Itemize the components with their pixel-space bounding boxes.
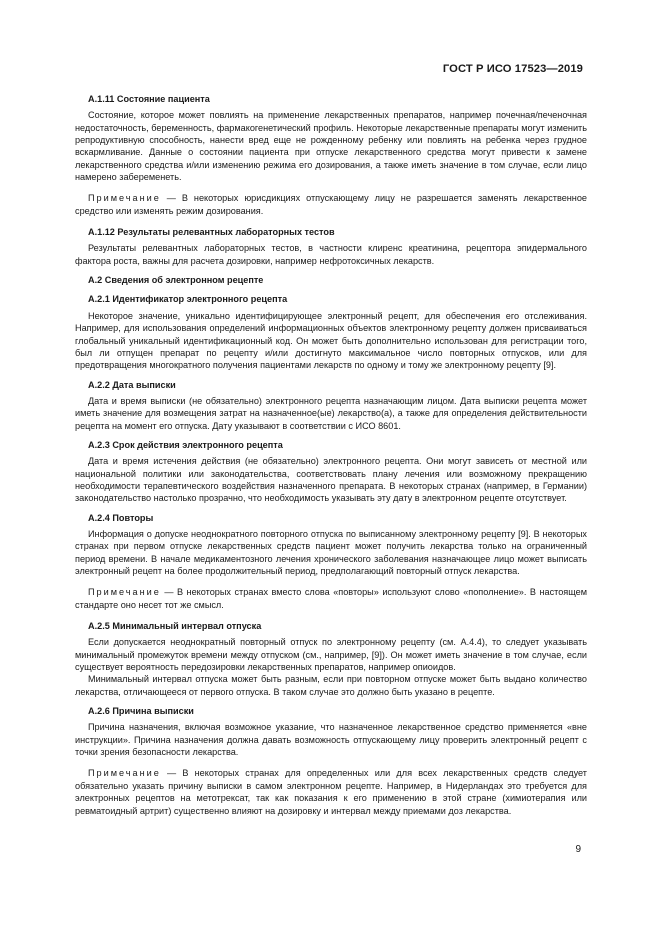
- paragraph: Минимальный интервал отпуска может быть разным, если при повторном отпуске может быть выдано количество лекарства, отличающееся от первого отпуска. В таком случае это должно быть указано в рецепте.: [75, 674, 587, 697]
- note-paragraph: [75, 586, 587, 611]
- note-label: Примечание: [88, 193, 161, 204]
- section-heading-a2: A.2 Сведения об электронном рецепте: [88, 275, 264, 286]
- paragraph: Причина назначения, включая возможное указание, что назначенное лекарственное средство применяется «вне инструкции». Причина назначения должна давать возможность отпускающему лицу проверить электронный рецепт с точки зрения безопасности лекарства.: [75, 722, 587, 758]
- section-heading-a1-11: A.1.11 Состояние пациента: [88, 94, 210, 104]
- page-number: 9: [575, 844, 581, 855]
- section-heading-a2-2: A.2.2 Дата выписки: [88, 379, 176, 390]
- paragraph: Состояние, которое может повлиять на применение лекарственных препаратов, например почечная/печеночная недостаточность, беременность, фармакогенетический профиль. Некоторые лекарственные препараты могут изменить репродуктивную способность, нанести вред еще не рожденному ребенку или повлиять на ребенка через грудное вскармливание. Данные о состоянии пациента при отпуске лекарственного средства могут привести к замене лекарственного средства и/или изменению режима его дозирования, а также иметь значение в том случае, если лицо намерено забеременеть.: [75, 110, 587, 183]
- section-heading-a2-6: A.2.6 Причина выписки: [88, 706, 194, 717]
- note-text: — В некоторых странах для определенных или для всех лекарственных средств следует обязательно указать причину выписки в самом электронном рецепте. Например, в Нидерландах это требуется для электронных рецептов на метотрексат, так как показания к его применению в этой стране (химиотерапия или ревматоидный артрит) существенно влияют на дозировку и интервал между приемами доз лекарства.: [75, 768, 587, 816]
- paragraph: Дата и время истечения действия (не обязательно) электронного рецепта. Они могут зависеть от местной или национальной политики или законодательства, соответствовать плану лечения или возможному прекращению необходимости терапевтического воздействия назначенного препарата. В некоторых странах (например, в Германии) законодательство настолько прозрачно, что необходимость указывать эту дату в электронном рецепте отсутствует.: [75, 456, 587, 504]
- note-text: — В некоторых странах вместо слова «повторы» используют слово «пополнение». В настоящем стандарте оно несет тот же смысл.: [75, 587, 587, 610]
- note-label: Примечание: [88, 587, 161, 598]
- note-label: Примечание: [88, 768, 161, 779]
- paragraph: Некоторое значение, уникально идентифицирующее электронный рецепт, для обеспечения его отслеживания. Например, для использования определений информационных объектов электронному рецепту должен присваиваться глобальный уникальный идентификационный код. Он может быть дополнительно использован для регистрации того, был ли отпущен препарат по рецепту и/или достигнуто максимальное число повторных отпусков, или для предотвращения многократного получения пациентами лекарств по одному и тому же электронному рецепту [9].: [75, 310, 587, 371]
- document-body: [75, 93, 587, 817]
- paragraph: Результаты релевантных лабораторных тестов, в частности клиренс креатинина, рецептора эпидермального фактора роста, важны для расчета дозировки, например нефротоксичных лекарств.: [75, 243, 587, 266]
- paragraph: Информация о допуске неоднократного повторного отпуска по выписанному электронному рецепту [9]. В некоторых странах при первом отпуске лекарственных средств пациент может получить лекарства только на ограниченный период времени. В начале медикаментозного лечения хронического заболевания назначающее лицо может выписать электронный рецепт на более продолжительный период, предполагающий повторный отпуск лекарства.: [75, 528, 587, 576]
- note-paragraph: [75, 767, 587, 816]
- paragraph: Если допускается неоднократный повторный отпуск по электронному рецепту (см. A.4.4), то следует указывать минимальный промежуток времени между отпуском (см., например, [9]). Он может иметь значение в том случае, если существует вероятность передозировки лекарственных препаратов, например опиоидов.: [75, 637, 587, 673]
- standard-designation: ГОСТ Р ИСО 17523—2019: [442, 63, 583, 75]
- note-paragraph: [75, 192, 587, 217]
- section-heading-a2-4: A.2.4 Повторы: [88, 512, 154, 523]
- section-heading-a2-3: A.2.3 Срок действия электронного рецепта: [88, 439, 283, 450]
- section-heading-a2-5: A.2.5 Минимальный интервал отпуска: [88, 621, 262, 632]
- section-heading-a2-1: A.2.1 Идентификатор электронного рецепта: [88, 294, 288, 305]
- note-text: — В некоторых юрисдикциях отпускающему лицу не разрешается заменять лекарственное средство или изменять режим дозирования.: [75, 193, 587, 216]
- paragraph: Дата и время выписки (не обязательно) электронного рецепта назначающим лицом. Дата выписки рецепта может иметь значение для возмещения затрат на назначенное(ые) лекарство(а), а также для определения действительности рецепта на момент его отпуска. Дату указывают в соответствии с ИСО 8601.: [75, 395, 587, 431]
- section-heading-a1-12: A.1.12 Результаты релевантных лабораторных тестов: [88, 227, 335, 238]
